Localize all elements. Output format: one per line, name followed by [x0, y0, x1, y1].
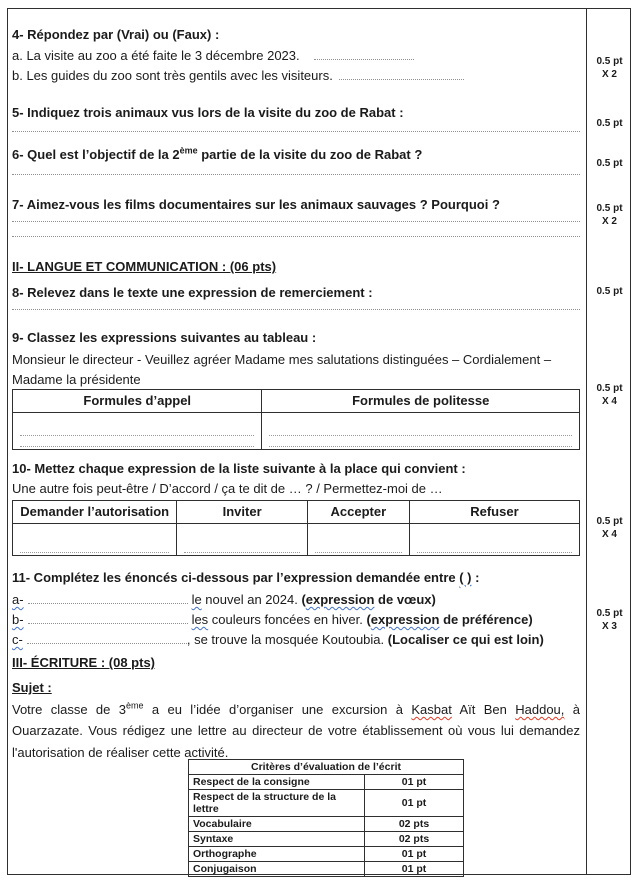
paragraph-text: a eu l’idée d’organiser une excursion à [143, 702, 412, 717]
answer-dotted-segment [27, 632, 187, 644]
cell-dotted-line [269, 435, 572, 436]
question-6-superscript: ème [179, 145, 198, 156]
formules-table-cell-politesse [262, 413, 580, 450]
paragraph-text: Votre classe de 3 [12, 702, 126, 717]
criteria-label: Vocabulaire [189, 817, 365, 832]
classement-cell-accepter [307, 524, 409, 556]
paren-open: ( [366, 612, 371, 627]
question-11-parens: ( ) [459, 570, 472, 585]
paragraph-text: à Ouarzazate. Vous rédigez une lettre au directeur de votre établissement où vous lui demandez l'autorisation de réaliser cette activité. [12, 702, 581, 760]
section-2-heading [12, 259, 580, 275]
paren-rest: de vœux) [374, 592, 436, 607]
points-badge-q11 [588, 607, 631, 633]
cell-dotted-line [417, 552, 572, 553]
criteria-label: Respect de la consigne [189, 775, 365, 790]
points-multiplier: X 2 [601, 69, 617, 80]
points-value: 0.5 pt [596, 203, 623, 214]
line-b-lead: les [191, 612, 209, 627]
table-row [189, 862, 464, 877]
line-a-text: nouvel an 2024. [201, 592, 302, 607]
cell-dotted-line [20, 446, 254, 447]
criteria-label: Conjugaison [189, 862, 365, 877]
criteria-label: Respect de la structure de la lettre [189, 790, 365, 817]
criteria-label: Orthographe [189, 847, 365, 862]
paragraph-superscript: ème [126, 700, 144, 711]
points-value: 0.5 pt [596, 56, 623, 67]
line-c-label: c- [12, 632, 23, 647]
classement-header-accepter: Accepter [307, 501, 409, 524]
criteria-points: 01 pt [365, 775, 464, 790]
criteria-table-title: Critères d’évaluation de l’écrit [189, 760, 464, 775]
formules-table-header-politesse: Formules de politesse [262, 390, 580, 413]
paren-rest: de préférence) [439, 612, 533, 627]
points-value: 0.5 pt [596, 516, 623, 527]
answer-dotted-line [12, 309, 580, 310]
question-4a-text: a. La visite au zoo a été faite le 3 décembre 2023. [12, 48, 300, 63]
line-c-text: , se trouve la mosquée Koutoubia. [186, 632, 388, 647]
question-10-title: 10- Mettez chaque expression de la liste suivante à la place qui convient : [12, 461, 466, 476]
classement-header-refuser: Refuser [409, 501, 579, 524]
classement-cell-inviter [177, 524, 307, 556]
points-multiplier: X 2 [601, 216, 617, 227]
misspelled-word-kasbat: Kasbat [411, 702, 452, 717]
paren-open: ( [301, 592, 306, 607]
question-9-title: 9- Classez les expressions suivantes au tableau : [12, 330, 317, 345]
classement-table [12, 500, 580, 556]
answer-dotted-segment [28, 612, 188, 624]
question-11-line-a [12, 592, 580, 608]
subject-label [12, 680, 580, 696]
points-multiplier: X 4 [601, 396, 617, 407]
table-row [189, 832, 464, 847]
paren-open: ( [387, 632, 393, 647]
table-row [189, 775, 464, 790]
points-badge-q5 [588, 117, 631, 130]
criteria-points: 02 pts [365, 832, 464, 847]
criteria-points: 01 pt [365, 847, 464, 862]
points-value: 0.5 pt [596, 286, 623, 297]
points-badge-q6 [588, 157, 631, 170]
points-multiplier: X 4 [601, 529, 617, 540]
line-c-instruction [388, 632, 544, 647]
question-4-title: 4- Répondez par (Vrai) ou (Faux) : [12, 27, 220, 42]
points-multiplier: X 3 [601, 621, 617, 632]
question-11-line-c [12, 632, 580, 648]
points-value: 0.5 pt [596, 158, 623, 169]
question-8-title: 8- Relevez dans le texte une expression de remerciement : [12, 285, 373, 300]
subject-paragraph [12, 699, 580, 763]
cell-dotted-line [269, 446, 572, 447]
answer-dotted-line [12, 221, 580, 222]
line-b-instruction [366, 612, 532, 627]
formules-table [12, 389, 580, 450]
points-value: 0.5 pt [596, 383, 623, 394]
section-3-heading [12, 655, 580, 671]
points-badge-q10 [588, 515, 631, 541]
question-5-title: 5- Indiquez trois animaux vus lors de la visite du zoo de Rabat : [12, 105, 404, 120]
line-a-label: a- [12, 592, 24, 607]
answer-dotted-line [12, 131, 580, 132]
points-value: 0.5 pt [596, 608, 623, 619]
criteria-points: 02 pts [365, 817, 464, 832]
evaluation-criteria-table [188, 759, 464, 877]
question-6-text-pre: 6- Quel est l’objectif de la 2 [12, 147, 180, 162]
answer-dotted-segment [339, 68, 464, 80]
classement-cell-refuser [409, 524, 579, 556]
line-a-lead: le [191, 592, 202, 607]
line-b-label: b- [12, 612, 24, 627]
paren-squiggle-word: expression [370, 612, 440, 627]
question-11-text-pre: 11- Complétez les énoncés ci-dessous par l’expression demandée entre [12, 570, 460, 585]
points-badge-q8 [588, 285, 631, 298]
question-4b-text: b. Les guides du zoo sont très gentils avec les visiteurs. [12, 68, 333, 83]
section-2-heading-text: II- LANGUE ET COMMUNICATION : (06 pts) [12, 259, 277, 274]
question-6-text-post: partie de la visite du zoo de Rabat ? [197, 147, 423, 162]
formules-table-cell-appel [13, 413, 262, 450]
line-a-instruction [301, 592, 435, 607]
question-11-line-b [12, 612, 580, 628]
cell-dotted-line [20, 552, 169, 553]
question-6-title [12, 147, 580, 163]
table-row [189, 790, 464, 817]
answer-dotted-line [12, 174, 580, 175]
question-11-text-post: : [471, 570, 480, 585]
cell-dotted-line [184, 552, 299, 553]
criteria-label: Syntaxe [189, 832, 365, 847]
answer-dotted-segment [314, 48, 414, 60]
question-11-title [12, 570, 580, 586]
points-column-divider [586, 8, 587, 875]
table-row [189, 817, 464, 832]
answer-dotted-line [12, 236, 580, 237]
subject-label-text: Sujet : [12, 680, 52, 695]
misspelled-word-haddou: Haddou, [515, 702, 565, 717]
question-9-expressions: Monsieur le directeur - Veuillez agréer Madame mes salutations distinguées – Cordialement – Madame la présidente [12, 352, 552, 387]
paren-rest: Localiser ce qui est loin) [392, 632, 544, 647]
line-b-text: couleurs foncées en hiver. [208, 612, 367, 627]
table-row [189, 847, 464, 862]
classement-header-autorisation: Demander l’autorisation [13, 501, 177, 524]
question-4a-line [12, 48, 580, 64]
cell-dotted-line [315, 552, 402, 553]
classement-header-inviter: Inviter [177, 501, 307, 524]
answer-dotted-segment [28, 592, 188, 604]
question-10-expressions: Une autre fois peut-être / D’accord / ça te dit de … ? / Permettez-moi de … [12, 481, 443, 496]
points-badge-q9 [588, 382, 631, 408]
points-badge-q7 [588, 202, 631, 228]
points-value: 0.5 pt [596, 118, 623, 129]
cell-dotted-line [20, 435, 254, 436]
section-3-heading-text: III- ÉCRITURE : (08 pts) [12, 655, 156, 670]
question-4b-line [12, 68, 580, 84]
criteria-points: 01 pt [365, 790, 464, 817]
points-badge-q4 [588, 55, 631, 81]
question-7-title: 7- Aimez-vous les films documentaires sur les animaux sauvages ? Pourquoi ? [12, 197, 500, 212]
paragraph-text: Aït Ben [451, 702, 516, 717]
paren-squiggle-word: expression [305, 592, 375, 607]
formules-table-header-appel: Formules d’appel [13, 390, 262, 413]
classement-cell-autorisation [13, 524, 177, 556]
criteria-points: 01 pt [365, 862, 464, 877]
